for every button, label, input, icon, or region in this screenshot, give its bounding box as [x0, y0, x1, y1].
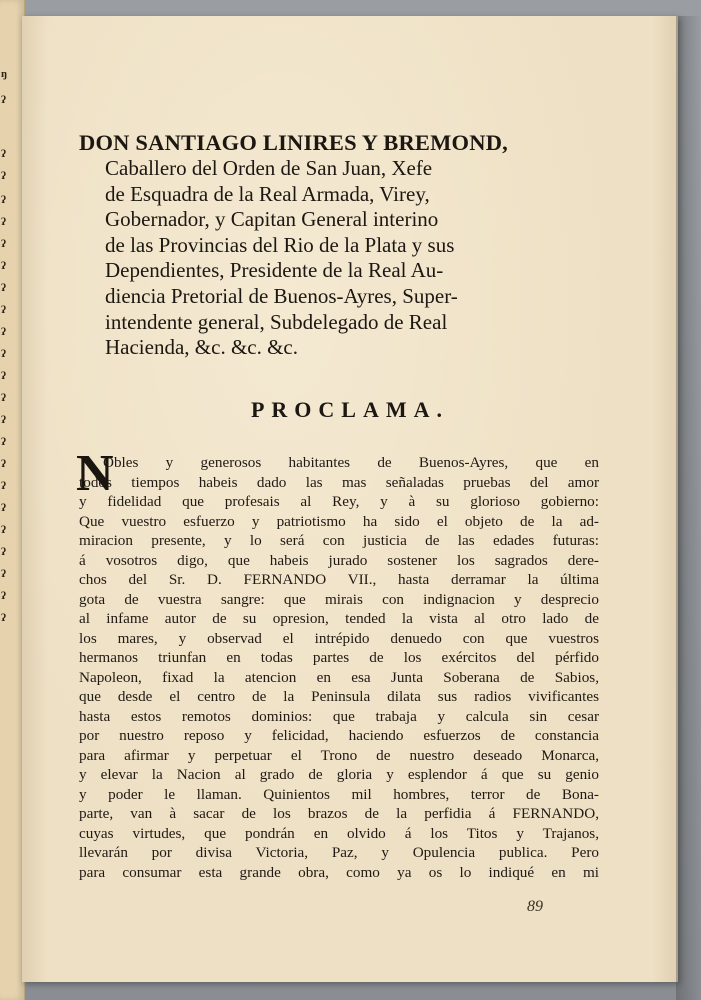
- page-number: 89: [527, 898, 543, 915]
- body-line: Obles y generosos habitantes de Buenos-Ayres, que en: [103, 454, 599, 471]
- body-line: todos tiempos habeis dado las mas señaladas pruebas del amor: [79, 473, 599, 491]
- body-line: los mares, y observad el intrépido denuedo con que vuestros: [79, 629, 599, 647]
- previous-page-edge: ŋ ʔ ʔ ʔ ʔ ʔ ʔ ʔ ʔ ʔ ʔ ʔ ʔ ʔ ʔ ʔ ʔ ʔ ʔ ʔ ʔ ʔ ʔ ʔ: [0, 0, 25, 1000]
- heading-line: Dependientes, Presidente de la Real Au-: [105, 258, 444, 283]
- body-line: hermanos triunfan en todas partes de los exércitos del pérfido: [79, 649, 599, 666]
- body-line: cuyas virtudes, que pondrán en olvido á los Titos y Trajanos,: [79, 824, 599, 842]
- heading-line: de Esquadra de la Real Armada, Virey,: [105, 181, 430, 206]
- body-line: para afirmar y perpetuar el Trono de nuestro deseado Monarca,: [79, 746, 599, 764]
- body-line: hasta estos remotos dominios: que trabaja y calcula sin cesar: [79, 707, 599, 725]
- body-line: y fidelidad que profesais al Rey, y à su glorioso gobierno:: [79, 493, 599, 510]
- body-line: para consumar esta grande obra, como ya os lo indiqué en mi: [79, 863, 599, 881]
- drop-cap: N: [76, 445, 114, 502]
- proclamation-body: [76, 445, 599, 882]
- body-line: que desde el centro de la Peninsula dilata sus radios vivificantes: [79, 688, 599, 705]
- body-line: parte, van à sacar de los brazos de la perfidia á FERNANDO,: [79, 805, 599, 822]
- body-line: y elevar la Nacion al grado de gloria y esplendor á que su genio: [79, 766, 599, 783]
- heading-line: de las Provincias del Rio de la Plata y sus: [105, 232, 455, 257]
- body-line: Que vuestro esfuerzo y patriotismo ha sido el objeto de la ad-: [79, 512, 599, 530]
- body-line: al infame autor de su opresion, tended la vista al otro lado de: [79, 610, 599, 627]
- proclama-title: PROCLAMA.: [250, 397, 450, 422]
- heading-line: Hacienda, &c. &c. &c.: [105, 335, 298, 360]
- page-shadow: [676, 16, 701, 1000]
- heading-line: Caballero del Orden de San Juan, Xefe: [105, 156, 433, 180]
- title-block: [79, 129, 599, 361]
- heading-name: DON SANTIAGO LINIRES Y BREMOND,: [79, 130, 508, 155]
- body-line: gota de vuestra sangre: que mirais con indignacion y desprecio: [79, 590, 599, 608]
- heading-line: diencia Pretorial de Buenos-Ayres, Super-: [105, 283, 458, 308]
- heading-line: intendente general, Subdelegado de Real: [105, 309, 448, 334]
- body-line: Napoleon, fixad la atencion en esa Junta Soberana de Sabios,: [79, 668, 599, 686]
- body-line: chos del Sr. D. FERNANDO VII., hasta derramar la última: [79, 571, 599, 588]
- heading-line: Gobernador, y Capitan General interino: [105, 207, 439, 232]
- book-page: [22, 16, 678, 982]
- body-line: por nuestro reposo y felicidad, haciendo esfuerzos de constancia: [79, 727, 599, 744]
- body-line: y poder le llaman. Quinientos mil hombres, terror de Bona-: [79, 785, 599, 803]
- body-line: á vosotros digo, que habeis jurado sostener los sagrados dere-: [79, 551, 599, 569]
- body-line: miracion presente, y lo será con justicia de las edades futuras:: [79, 532, 599, 549]
- body-line: llevarán por divisa Victoria, Paz, y Opulencia publica. Pero: [79, 844, 599, 861]
